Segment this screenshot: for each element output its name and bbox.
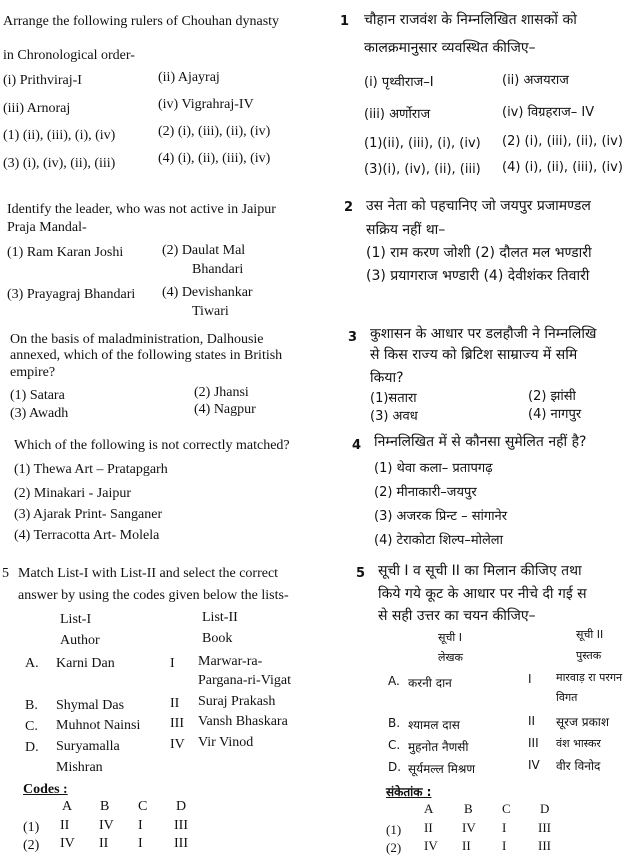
q5-code-1-d: III	[174, 818, 188, 833]
q5-row-key: C.	[25, 719, 38, 734]
q5-number: 5	[356, 566, 366, 581]
q2-option-4: (4) Devishankar	[162, 285, 253, 300]
q4-number: 4	[352, 438, 362, 453]
q5-codes-head-c: C	[138, 799, 148, 814]
q5-list2-subheader: Book	[202, 631, 233, 646]
q3-option-3: (3) Awadh	[10, 406, 69, 421]
q3-text-line2: annexed, which of the following states in British	[10, 348, 283, 363]
q5-codes-head-d: D	[176, 799, 187, 814]
q1-choice-1: (1)(ii), (iii), (i), (iv)	[364, 136, 481, 151]
q5-code-2-c: I	[502, 838, 507, 853]
q2-text-line1: Identify the leader, who was not active in Jaipur	[7, 202, 276, 217]
q5-row-book: Vansh Bhaskara	[198, 714, 288, 729]
q4-option-1: (1) Thewa Art – Pratapgarh	[14, 462, 168, 477]
q5-row-numeral: II	[528, 714, 536, 728]
q5-code-1-b: IV	[99, 818, 114, 833]
q5-codes-head-b: B	[464, 801, 473, 816]
q5-codes-head-a: A	[424, 801, 434, 816]
q1-choice-2: (2) (i), (iii), (ii), (iv)	[158, 124, 271, 139]
q5-row-book: Vir Vinod	[198, 735, 254, 750]
q5-row-key: B.	[388, 716, 401, 730]
q3-text-line1: कुशासन के आधार पर डलहौजी ने निम्नलिखि	[370, 326, 597, 342]
q1-choice-1: (1) (ii), (iii), (i), (iv)	[3, 128, 116, 143]
q3-text-line1: On the basis of maladministration, Dalhousie	[10, 332, 264, 347]
q5-code-1-a: II	[60, 818, 70, 833]
q5-row-key: B.	[25, 698, 38, 713]
q2-option-3: (3) Prayagraj Bhandari	[7, 287, 136, 302]
q3-text-line3: empire?	[10, 365, 56, 380]
q1-option-1: (i) Prithviraj-I	[3, 73, 82, 88]
q3-text-line2: से किस राज्य को ब्रिटिश साम्राज्य में समि	[370, 347, 578, 363]
q5-code-2-c: I	[138, 836, 143, 851]
q5-code-1-c: I	[502, 820, 507, 835]
q5-code-1-b: IV	[462, 820, 476, 835]
q4-option-2: (2) मीनाकारी–जयपुर	[374, 485, 477, 500]
q1-choice-3: (3)(i), (iv), (ii), (iii)	[364, 162, 481, 177]
q5-list1-header: सूची I	[438, 631, 463, 644]
hindi-column	[330, 0, 644, 855]
q5-number: 5	[2, 566, 9, 581]
q3-option-3: (3) अवध	[370, 409, 418, 424]
q5-code-2-d: III	[174, 836, 188, 851]
q5-row-numeral: I	[528, 672, 532, 686]
q5-text-line1: सूची I व सूची II का मिलान कीजिए तथा	[378, 563, 582, 579]
q1-option-4: (iv) Vigrahraj-IV	[158, 97, 254, 112]
q5-row-author: करनी दान	[408, 676, 452, 690]
q3-option-1: (1) Satara	[10, 388, 65, 403]
q5-row-key: D.	[25, 740, 39, 755]
q5-row-author: श्यामल दास	[408, 718, 460, 732]
q2-option-2-line2: Bhandari	[192, 262, 244, 277]
q5-row-numeral: I	[170, 656, 175, 671]
q5-row-author-line2: Mishran	[56, 760, 103, 775]
q2-text-line1: उस नेता को पहचानिए जो जयपुर प्रजामण्डल	[366, 198, 591, 214]
q5-code-2-label: (2)	[23, 838, 40, 853]
q5-list2-subheader: पुस्तक	[576, 649, 602, 662]
q2-options-line2: (3) प्रयागराज भण्डारी (4) देवीशंकर तिवारी	[366, 268, 590, 284]
q1-number: 1	[340, 14, 350, 29]
q3-option-2: (2) Jhansi	[194, 385, 249, 400]
q1-choice-4: (4) (i), (ii), (iii), (iv)	[502, 160, 623, 175]
q5-codes-head-a: A	[62, 799, 73, 814]
q2-options-line1: (1) राम करण जोशी (2) दौलत मल भण्डारी	[366, 245, 592, 261]
q5-codes-label: संकेतांक :	[386, 785, 432, 799]
q1-text-line1: चौहान राजवंश के निम्नलिखित शासकों को	[364, 12, 577, 28]
q1-option-3: (iii) Arnoraj	[3, 101, 71, 116]
q1-text-line1: Arrange the following rulers of Chouhan dynasty	[3, 14, 280, 29]
q2-option-1: (1) Ram Karan Joshi	[7, 245, 124, 260]
q5-code-1-label: (1)	[23, 820, 40, 835]
q5-codes-head-b: B	[100, 799, 110, 814]
q5-row-key: A.	[25, 656, 39, 671]
q4-option-4: (4) Terracotta Art- Molela	[14, 528, 160, 543]
q5-row-book: सूरज प्रकाश	[556, 715, 610, 729]
q3-option-2: (2) झांसी	[528, 389, 576, 404]
q2-option-4-line2: Tiwari	[192, 304, 229, 319]
q5-row-author: मुहनोत नैणसी	[408, 740, 469, 754]
q1-option-1: (i) पृथ्वीराज–I	[364, 75, 434, 90]
q1-option-2: (ii) अजयराज	[502, 73, 569, 88]
q4-text: Which of the following is not correctly matched?	[14, 438, 290, 453]
q5-row-book: वंश भास्कर	[556, 737, 601, 750]
q5-row-book: Marwar-ra-	[198, 654, 263, 669]
q5-code-2-a: IV	[424, 838, 438, 853]
q5-row-author: Karni Dan	[56, 656, 115, 671]
q1-choice-4: (4) (i), (ii), (iii), (iv)	[158, 151, 271, 166]
q5-list1-subheader: लेखक	[438, 651, 463, 664]
q5-code-2-b: II	[462, 838, 471, 853]
q5-row-book-line2: Pargana-ri-Vigat	[198, 673, 291, 688]
q5-row-author: Shymal Das	[56, 698, 125, 713]
q3-option-4: (4) Nagpur	[194, 402, 256, 417]
q5-list1-header: List-I	[60, 612, 92, 627]
q5-code-1-c: I	[138, 818, 143, 833]
q5-text-line2: answer by using the codes given below the lists-	[18, 588, 289, 603]
q5-code-2-label: (2)	[386, 840, 402, 855]
q5-code-2-d: III	[538, 838, 551, 853]
q5-text-line3: से सही उत्तर का चयन कीजिए–	[378, 608, 536, 624]
q3-text-line3: किया?	[370, 370, 404, 386]
q5-code-1-a: II	[424, 820, 433, 835]
q5-code-2-a: IV	[60, 836, 75, 851]
q5-row-numeral: II	[170, 696, 180, 711]
q1-choice-2: (2) (i), (iii), (ii), (iv)	[502, 134, 623, 149]
q5-row-numeral: IV	[528, 758, 540, 772]
q5-row-book: Suraj Prakash	[198, 694, 276, 709]
q5-row-author: सूर्यमल्ल मिश्रण	[408, 762, 476, 776]
q5-row-book: मारवाड़ रा परगन	[556, 671, 623, 684]
q2-number: 2	[344, 200, 354, 215]
q5-row-author: Muhnot Nainsi	[56, 718, 141, 733]
q2-option-2: (2) Daulat Mal	[162, 243, 246, 258]
q4-option-3: (3) अजरक प्रिन्ट – सांगानेर	[374, 509, 508, 524]
q1-choice-3: (3) (i), (iv), (ii), (iii)	[3, 156, 116, 171]
q5-row-book: वीर विनोद	[556, 759, 601, 773]
q5-codes-label: Codes :	[23, 782, 68, 797]
q4-option-2: (2) Minakari - Jaipur	[14, 486, 132, 501]
q1-option-4: (iv) विग्रहराज– IV	[502, 105, 595, 120]
q1-option-3: (iii) अर्णोराज	[364, 107, 431, 122]
q5-text-line1: Match List-I with List-II and select the correct	[18, 566, 279, 581]
q5-list2-header: List-II	[202, 610, 238, 625]
q5-text-line2: किये गये कूट के आधार पर नीचे दी गई स	[378, 586, 587, 602]
q1-text-line2: in Chronological order-	[3, 48, 135, 63]
q5-row-key: D.	[388, 760, 402, 774]
q5-row-numeral: III	[528, 736, 539, 750]
q3-option-4: (4) नागपुर	[528, 407, 582, 422]
q5-row-key: C.	[388, 738, 401, 752]
q5-row-author: Suryamalla	[56, 739, 120, 754]
q3-number: 3	[348, 330, 358, 345]
q4-text: निम्नलिखित में से कौनसा सुमेलित नहीं है?	[374, 434, 587, 450]
q5-list1-subheader: Author	[60, 633, 100, 648]
q5-code-2-b: II	[99, 836, 109, 851]
q4-option-4: (4) टेराकोटा शिल्प–मोलेला	[374, 533, 503, 548]
q5-code-1-label: (1)	[386, 822, 402, 837]
q4-option-3: (3) Ajarak Print- Sanganer	[14, 507, 163, 522]
q2-text-line2: सक्रिय नहीं था–	[366, 222, 446, 238]
q2-text-line2: Praja Mandal-	[7, 220, 87, 235]
q5-codes-head-d: D	[540, 801, 550, 816]
q3-option-1: (1)सतारा	[370, 391, 417, 406]
q1-option-2: (ii) Ajayraj	[158, 70, 220, 85]
q5-row-book-line2: विगत	[556, 691, 578, 704]
q1-text-line2: कालक्रमानुसार व्यवस्थित कीजिए–	[364, 40, 536, 56]
q5-code-1-d: III	[538, 820, 551, 835]
q5-list2-header: सूची II	[576, 628, 604, 641]
q5-row-numeral: IV	[170, 737, 185, 752]
q4-option-1: (1) थेवा कला– प्रतापगढ़	[374, 461, 493, 476]
q5-row-numeral: III	[170, 716, 184, 731]
q5-row-key: A.	[388, 674, 400, 688]
q5-codes-head-c: C	[502, 801, 511, 816]
